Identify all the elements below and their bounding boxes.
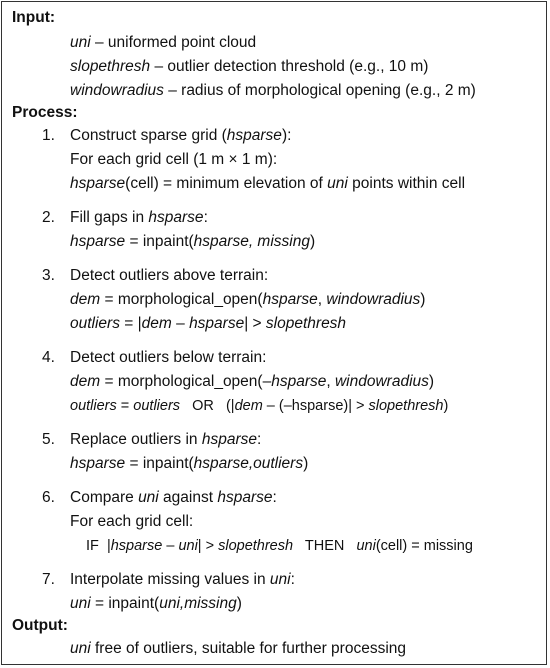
step-2-number: 2. xyxy=(42,209,55,226)
step-1-number: 1. xyxy=(42,127,55,144)
output-heading: Output: xyxy=(12,617,68,634)
step-3-line3: outliers = |dem – hsparse| > slopethresh xyxy=(70,315,347,332)
step-3-title: Detect outliers above terrain: xyxy=(70,267,269,284)
step-1-line2: For each grid cell (1 m × 1 m): xyxy=(70,151,278,168)
step-4-line3: outliers = outliers OR (|dem – (–hsparse)| > slopethresh) xyxy=(70,398,449,414)
step-3-number: 3. xyxy=(42,267,55,284)
step-7-title: Interpolate missing values in uni: xyxy=(70,571,295,588)
step-3-line2: dem = morphological_open(hsparse, windowradius) xyxy=(70,291,426,308)
process-heading: Process: xyxy=(12,104,78,121)
step-7-line2: uni = inpaint(uni,missing) xyxy=(70,595,242,612)
algorithm-box xyxy=(1,1,547,665)
step-6-line2: For each grid cell: xyxy=(70,513,194,530)
step-1-title: Construct sparse grid (hsparse): xyxy=(70,127,292,144)
step-4-title: Detect outliers below terrain: xyxy=(70,349,267,366)
step-5-title: Replace outliers in hsparse: xyxy=(70,431,262,448)
input-item-windowradius: windowradius – radius of morphological opening (e.g., 2 m) xyxy=(70,82,476,99)
input-heading: Input: xyxy=(12,9,56,26)
step-4-number: 4. xyxy=(42,349,55,366)
step-6-title: Compare uni against hsparse: xyxy=(70,489,277,506)
step-2-title: Fill gaps in hsparse: xyxy=(70,209,208,226)
step-5-line2: hsparse = inpaint(hsparse,outliers) xyxy=(70,455,309,472)
input-item-slopethresh: slopethresh – outlier detection threshold (e.g., 10 m) xyxy=(70,58,429,75)
input-item-uni: uni – uniformed point cloud xyxy=(70,34,257,51)
step-7-number: 7. xyxy=(42,571,55,588)
step-5-number: 5. xyxy=(42,431,55,448)
step-6-number: 6. xyxy=(42,489,55,506)
step-2-line2: hsparse = inpaint(hsparse, missing) xyxy=(70,233,316,250)
step-4-line2: dem = morphological_open(–hsparse, windowradius) xyxy=(70,373,435,390)
step-1-line3: hsparse(cell) = minimum elevation of uni points within cell xyxy=(70,175,466,192)
output-line: uni free of outliers, suitable for further processing xyxy=(70,640,407,657)
step-6-line3: IF |hsparse – uni| > slopethresh THEN uni(cell) = missing xyxy=(86,538,473,554)
